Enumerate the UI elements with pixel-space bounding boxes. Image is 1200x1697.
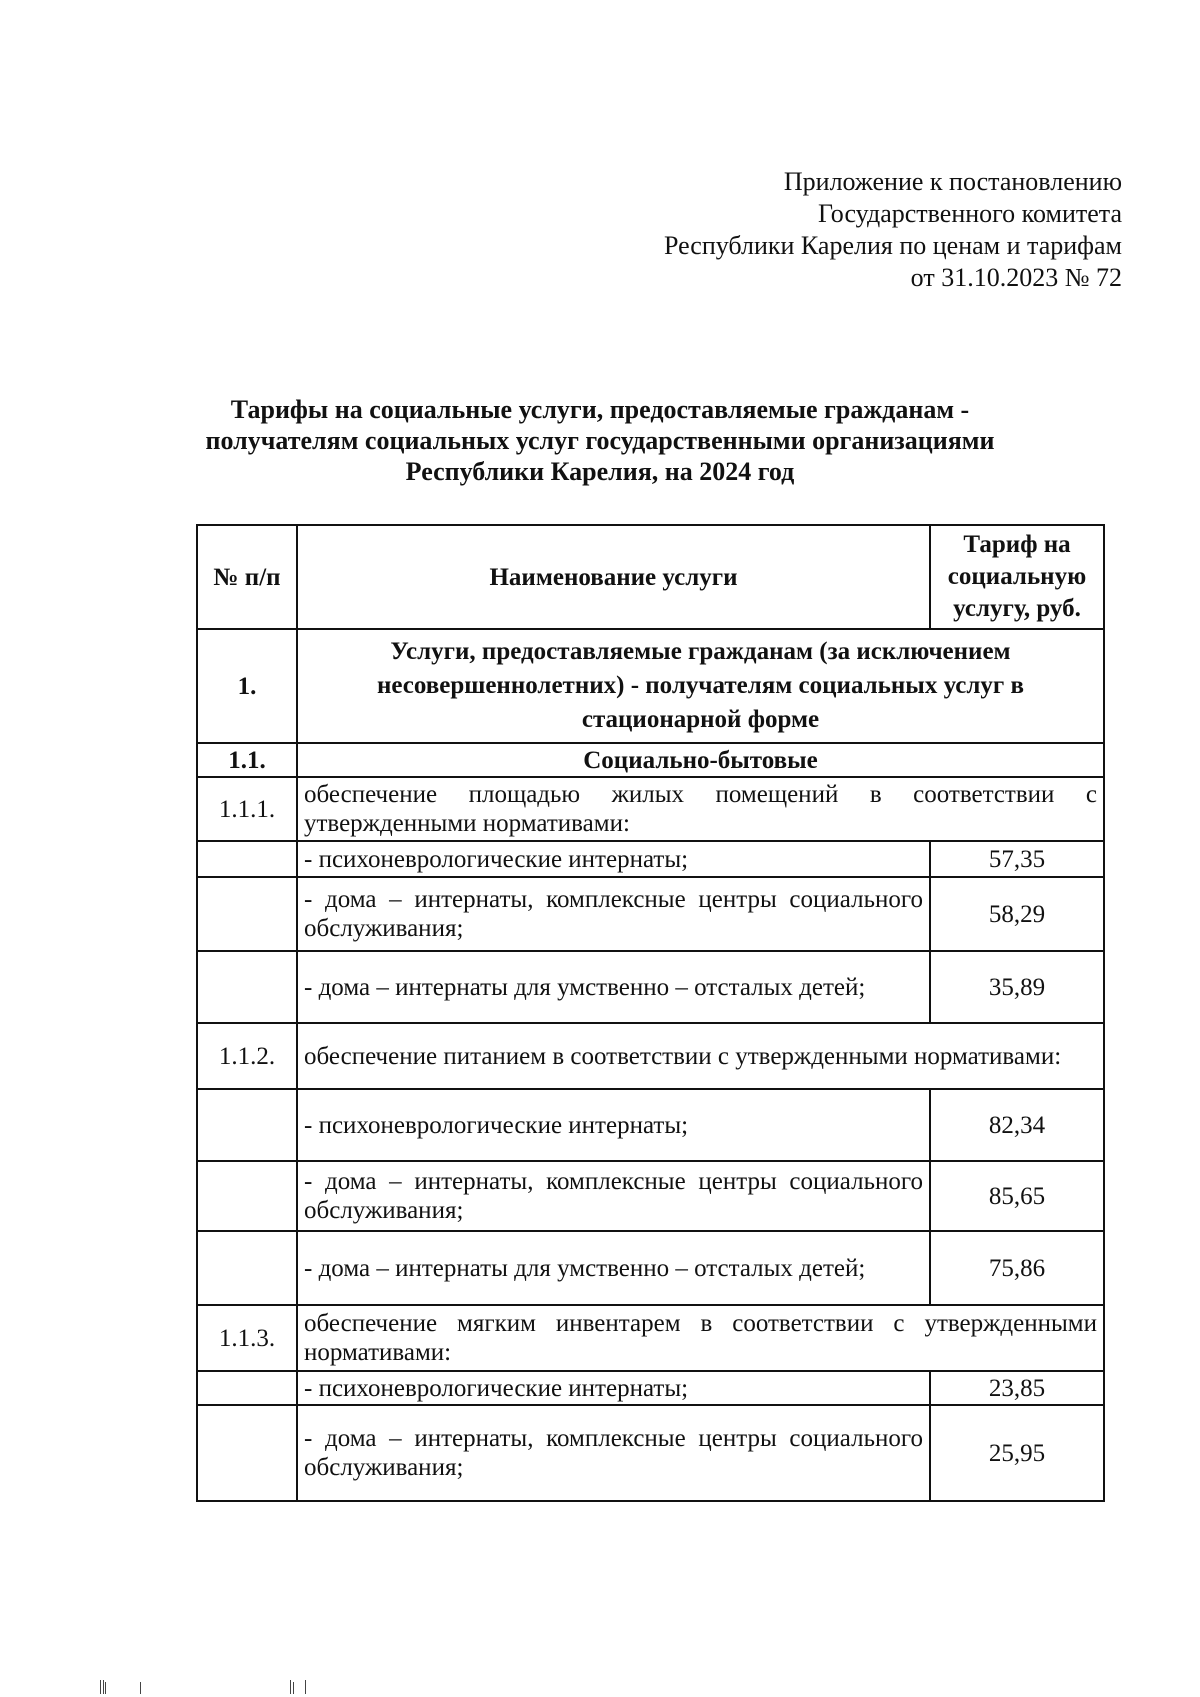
empty-cell <box>197 1405 297 1501</box>
subsection-row <box>197 743 1104 777</box>
table-row <box>197 841 1104 877</box>
table-row <box>197 951 1104 1023</box>
table-row <box>197 1161 1104 1231</box>
subsection-name: Социально-бытовые <box>297 743 1104 777</box>
row-price: 82,34 <box>930 1089 1104 1161</box>
title-line-3: Республики Карелия, на 2024 год <box>405 457 795 486</box>
item-num: 1.1.3. <box>197 1305 297 1371</box>
scan-marks <box>100 1680 330 1697</box>
empty-cell <box>197 1089 297 1161</box>
section-num: 1. <box>197 629 297 743</box>
empty-cell <box>197 951 297 1023</box>
header-line-4: от 31.10.2023 № 72 <box>910 263 1122 292</box>
subsection-num: 1.1. <box>197 743 297 777</box>
row-name: - дома – интернаты, комплексные центры социального обслуживания; <box>297 1405 930 1501</box>
row-name: - дома – интернаты, комплексные центры социального обслуживания; <box>297 1161 930 1231</box>
empty-cell <box>197 841 297 877</box>
item-name: обеспечение площадью жилых помещений в соответствии с утвержденными нормативами: <box>297 777 1104 841</box>
row-name: - психоневрологические интернаты; <box>297 1371 930 1405</box>
table-row <box>197 1231 1104 1305</box>
row-price: 85,65 <box>930 1161 1104 1231</box>
section-row <box>197 629 1104 743</box>
table-row <box>197 1089 1104 1161</box>
table-row <box>197 1371 1104 1405</box>
table-row <box>197 777 1104 841</box>
header-num: № п/п <box>197 525 297 629</box>
table-row <box>197 877 1104 951</box>
header-line-2: Государственного комитета <box>818 199 1122 228</box>
item-name: обеспечение мягким инвентарем в соответствии с утвержденными нормативами: <box>297 1305 1104 1371</box>
appendix-header <box>562 166 1122 294</box>
row-name: - психоневрологические интернаты; <box>297 841 930 877</box>
section-name: Услуги, предоставляемые гражданам (за исключением несовершеннолетних) - получателям социальных услуг в стационарной форме <box>297 629 1104 743</box>
table-row <box>197 1305 1104 1371</box>
table-header-row <box>197 525 1104 629</box>
row-price: 23,85 <box>930 1371 1104 1405</box>
row-price: 35,89 <box>930 951 1104 1023</box>
row-price: 57,35 <box>930 841 1104 877</box>
header-line-1: Приложение к постановлению <box>783 167 1122 196</box>
row-price: 25,95 <box>930 1405 1104 1501</box>
header-price: Тариф на социальную услугу, руб. <box>930 525 1104 629</box>
header-name: Наименование услуги <box>297 525 930 629</box>
table-row <box>197 1023 1104 1089</box>
row-name: - дома – интернаты, комплексные центры социального обслуживания; <box>297 877 930 951</box>
row-name: - психоневрологические интернаты; <box>297 1089 930 1161</box>
tariff-table <box>196 524 1105 1502</box>
row-price: 58,29 <box>930 877 1104 951</box>
item-num: 1.1.2. <box>197 1023 297 1089</box>
item-num: 1.1.1. <box>197 777 297 841</box>
row-name: - дома – интернаты для умственно – отсталых детей; <box>297 1231 930 1305</box>
header-line-3: Республики Карелия по ценам и тарифам <box>663 231 1122 260</box>
item-name: обеспечение питанием в соответствии с утвержденными нормативами: <box>297 1023 1104 1089</box>
title-line-2: получателям социальных услуг государственными организациями <box>205 426 995 455</box>
title-line-1: Тарифы на социальные услуги, предоставляемые гражданам - <box>230 395 970 424</box>
row-price: 75,86 <box>930 1231 1104 1305</box>
row-name: - дома – интернаты для умственно – отсталых детей; <box>297 951 930 1023</box>
empty-cell <box>197 1231 297 1305</box>
table-row <box>197 1405 1104 1501</box>
scan-mark-lines <box>100 1680 330 1694</box>
empty-cell <box>197 1371 297 1405</box>
empty-cell <box>197 877 297 951</box>
document-title <box>180 394 1020 487</box>
empty-cell <box>197 1161 297 1231</box>
